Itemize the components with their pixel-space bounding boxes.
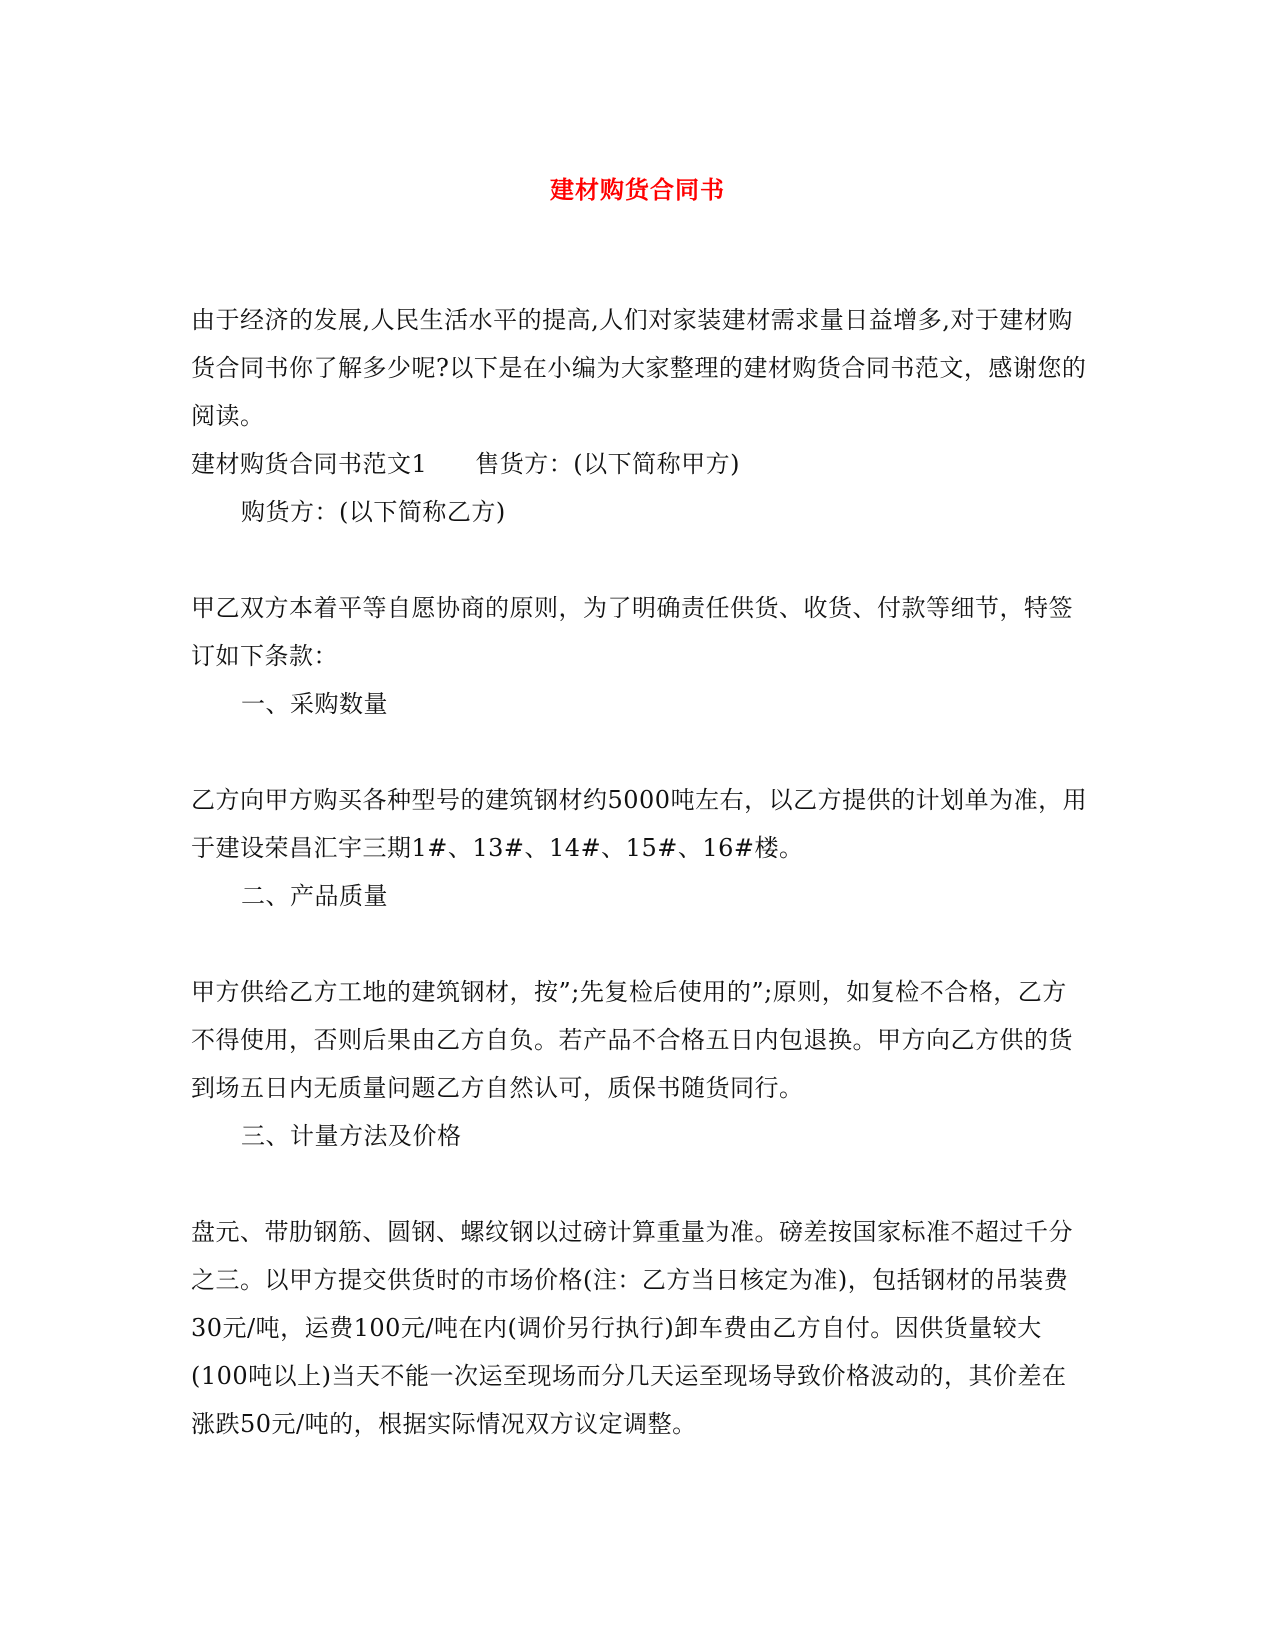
intro-paragraph: 由于经济的发展,人民生活水平的提高,人们对家装建材需求量日益增多,对于建材购货合同书你了解多少呢?以下是在小编为大家整理的建材购货合同书范文，感谢您的阅读。	[191, 306, 1087, 430]
section-heading: 三、计量方法及价格	[241, 1122, 462, 1150]
buyer-label: 购货方：(以下简称乙方)	[241, 498, 506, 526]
preamble-paragraph: 甲乙双方本着平等自愿协商的原则，为了明确责任供货、收货、付款等细节，特签订如下条款：	[191, 594, 1073, 670]
paragraph-gap	[191, 728, 1091, 776]
paragraph-gap	[191, 920, 1091, 968]
section-body: 乙方向甲方购买各种型号的建筑钢材约5000吨左右，以乙方提供的计划单为准，用于建设荣昌汇宇三期1#、13#、14#、15#、16#楼。	[191, 786, 1088, 862]
paragraph-gap	[191, 536, 1091, 584]
sample-heading: 建材购货合同书范文1	[191, 450, 428, 478]
section-heading: 二、产品质量	[241, 882, 388, 910]
document-title: 建材购货合同书	[550, 175, 725, 204]
paragraph-gap	[191, 1160, 1091, 1208]
section-heading: 一、采购数量	[241, 690, 388, 718]
seller-label: 售货方：(以下简称甲方)	[475, 450, 741, 478]
document-body	[191, 296, 1091, 1448]
section-body: 甲方供给乙方工地的建筑钢材，按”;先复检后使用的”;原则，如复检不合格，乙方不得使用，否则后果由乙方自负。若产品不合格五日内包退换。甲方向乙方供的货到场五日内无质量问题乙方自然认可，质保书随货同行。	[191, 978, 1073, 1102]
section-body: 盘元、带肋钢筋、圆钢、螺纹钢以过磅计算重量为准。磅差按国家标准不超过千分之三。以甲方提交供货时的市场价格(注：乙方当日核定为准)，包括钢材的吊装费30元/吨，运费100元/吨在内(调价另行执行)卸车费由乙方自付。因供货量较大(100吨以上)当天不能一次运至现场而分几天运至现场导致价格波动的，其价差在涨跌50元/吨的，根据实际情况双方议定调整。	[191, 1218, 1073, 1438]
parties-line	[191, 440, 1091, 488]
